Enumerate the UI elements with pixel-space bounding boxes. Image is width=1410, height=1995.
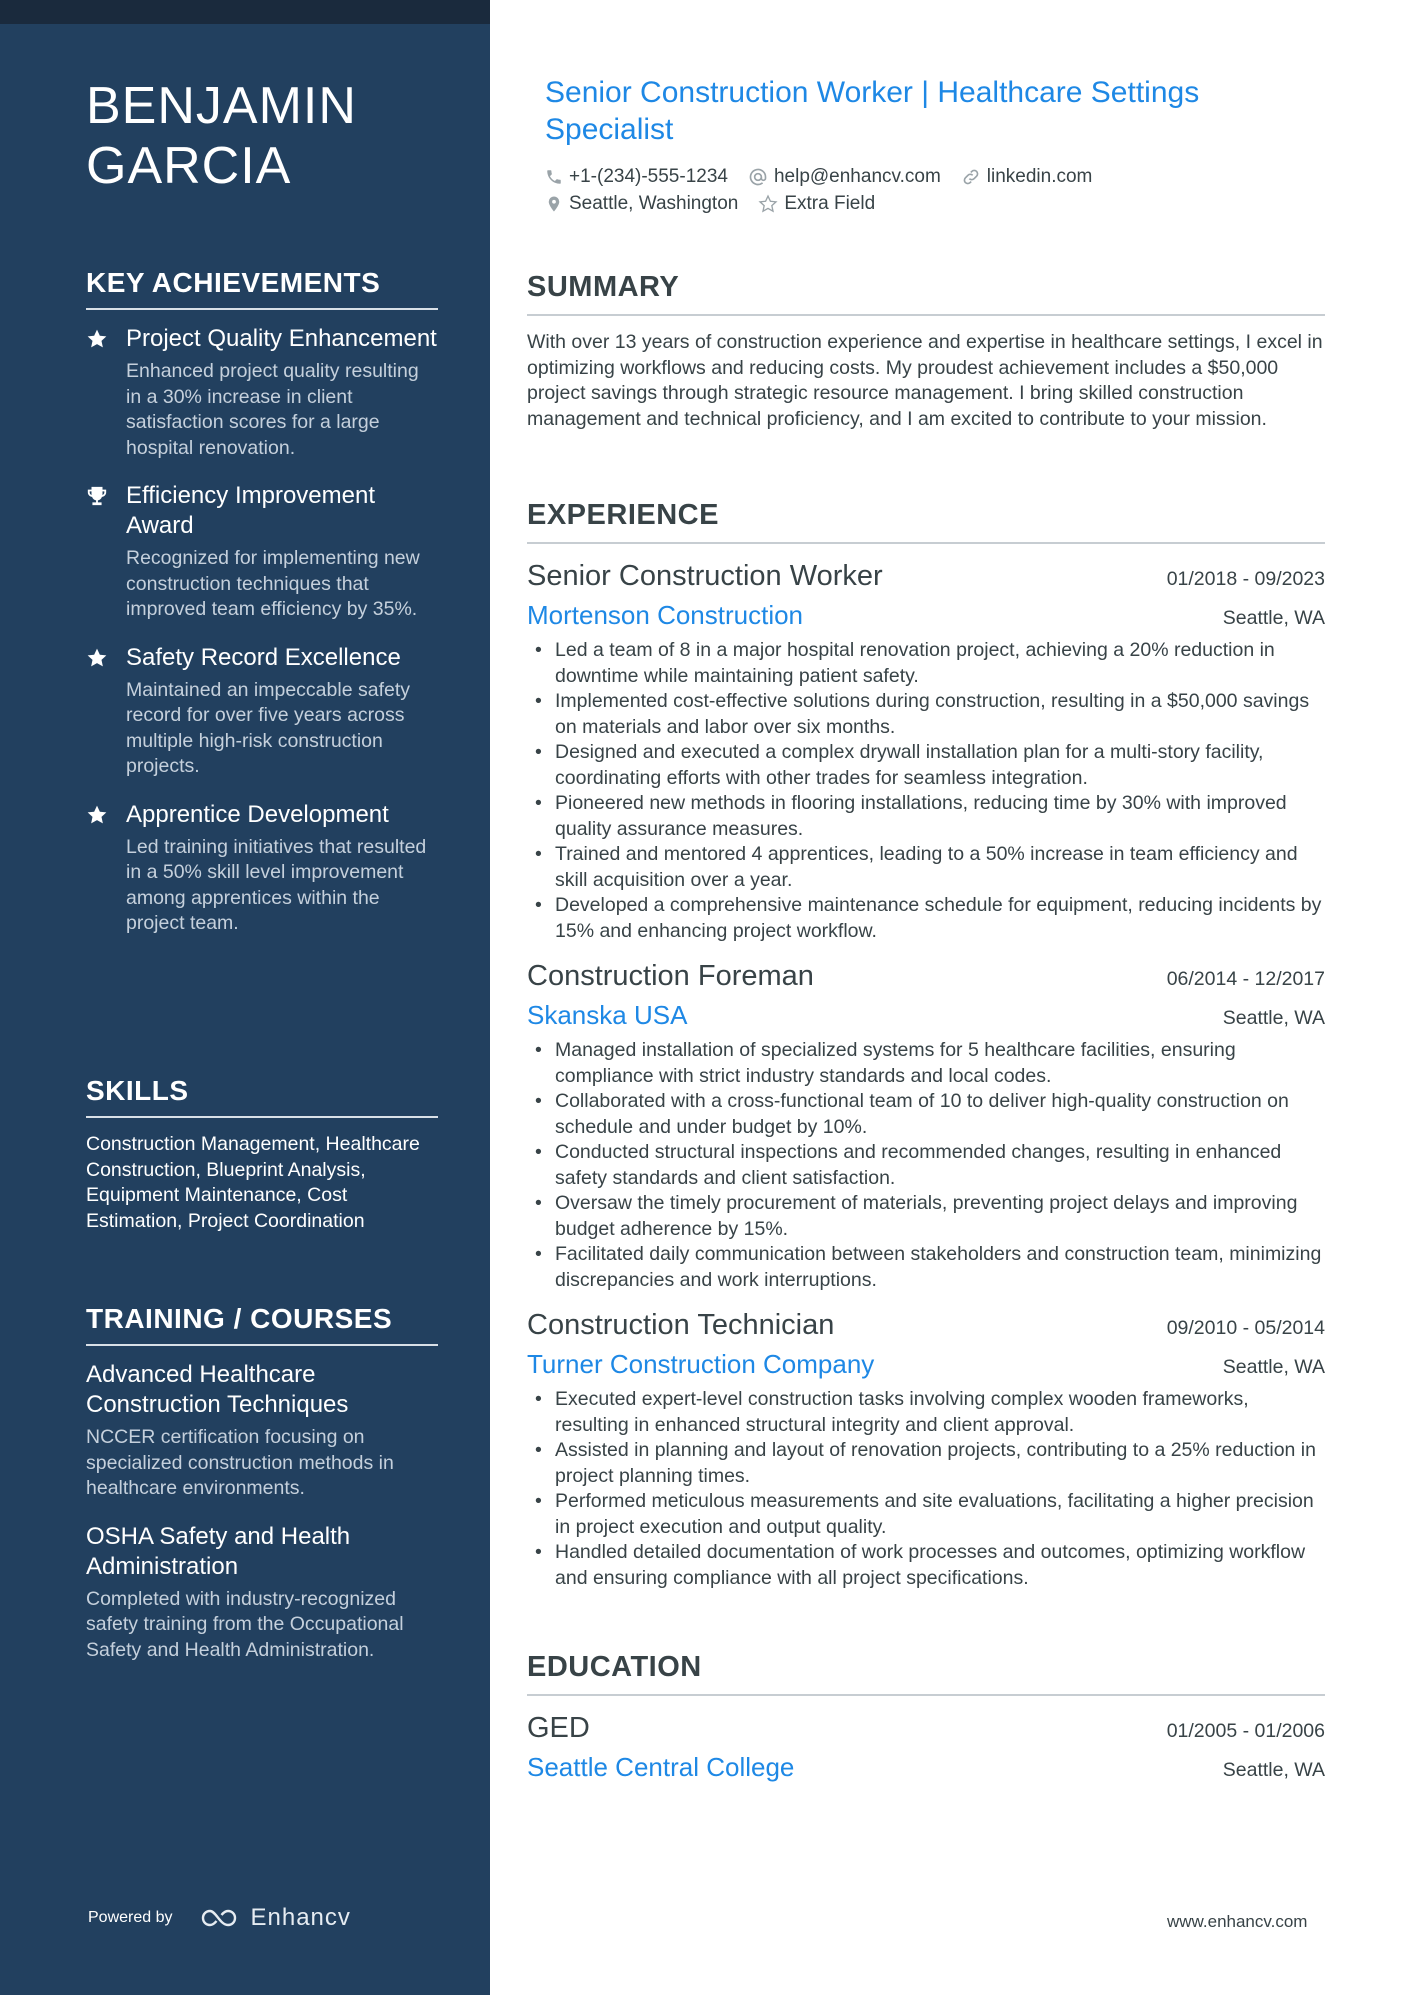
course-desc: NCCER certification focusing on specialized construction methods in healthcare environments. — [86, 1426, 394, 1499]
job-bullets — [527, 1387, 1325, 1591]
job-role: Construction Technician — [527, 1309, 835, 1341]
powered-by-label: Powered by — [88, 1909, 173, 1926]
job-bullets — [527, 638, 1325, 944]
job-role: Construction Foreman — [527, 960, 814, 992]
email-text: help@enhancv.com — [773, 165, 941, 187]
job-dates: 01/2018 - 09/2023 — [1166, 568, 1325, 590]
summary-text: With over 13 years of construction experience and expertise in healthcare settings, I excel in optimizing workflows and reducing costs. My proudest achievement includes a $50,000 project savings through strategic resource management. I bring skilled construction management and technical proficiency, and I am excited to contribute to your mission. — [527, 331, 1323, 430]
bullet-item: • Designed and executed a complex drywall installation plan for a multi-story facility, coordinating efforts with other trades for seamless integration. — [527, 740, 1325, 791]
bullet-item: • Collaborated with a cross-functional team of 10 to deliver high-quality construction on schedule and under budget by 10%. — [527, 1089, 1325, 1140]
top-strip-dark — [0, 0, 490, 24]
job-company: Mortenson Construction — [527, 600, 804, 630]
section-heading: EDUCATION — [527, 1650, 1325, 1696]
summary-section — [527, 270, 1325, 432]
linkedin-text: linkedin.com — [986, 165, 1093, 187]
achievement-title: Safety Record Excellence — [126, 643, 401, 671]
bullet-item: • Conducted structural inspections and recommended changes, resulting in enhanced safety standards and client satisfaction. — [527, 1140, 1325, 1191]
job-entry — [527, 958, 1325, 1293]
powered-by — [88, 1904, 351, 1932]
course-title: OSHA Safety and Health Administration — [86, 1522, 351, 1580]
email-contact[interactable] — [748, 166, 941, 188]
job-entry — [527, 558, 1325, 944]
bullet-item: • Handled detailed documentation of work processes and outcomes, optimizing workflow and ensuring compliance with all project specifications. — [527, 1540, 1325, 1591]
training-section — [86, 1302, 438, 1683]
bullet-item: • Assisted in planning and layout of renovation projects, contributing to a 25% reduction in project planning times. — [527, 1438, 1325, 1489]
location-text: Seattle, Washington — [569, 192, 739, 214]
sidebar — [0, 24, 490, 1995]
extra-contact — [758, 193, 875, 215]
section-heading: SKILLS — [86, 1074, 438, 1118]
headline: Senior Construction Worker | Healthcare Settings Specialist — [545, 76, 1200, 146]
bullet-item: • Executed expert-level construction tasks involving complex wooden frameworks, resulting in enhanced structural integrity and client approval. — [527, 1387, 1325, 1438]
achievement-item — [86, 481, 438, 623]
job-entry — [527, 1307, 1325, 1591]
achievement-item — [86, 324, 438, 461]
bullet-item: • Trained and mentored 4 apprentices, leading to a 50% increase in team efficiency and skill acquisition over a year. — [527, 842, 1325, 893]
brand-name: Enhancv — [250, 1904, 351, 1931]
star-icon — [86, 800, 126, 937]
infinity-logo-icon — [199, 1906, 243, 1930]
bullet-item: • Implemented cost-effective solutions during construction, resulting in a $50,000 savings on materials and labor over six months. — [527, 689, 1325, 740]
job-dates: 06/2014 - 12/2017 — [1166, 968, 1325, 990]
linkedin-contact[interactable] — [961, 166, 1093, 188]
phone-contact[interactable] — [545, 166, 728, 188]
bullet-item: • Managed installation of specialized systems for 5 healthcare facilities, ensuring compliance with strict industry standards and local codes. — [527, 1038, 1325, 1089]
course-title: Advanced Healthcare Construction Techniques — [86, 1361, 349, 1418]
education-dates: 01/2005 - 01/2006 — [1166, 1720, 1325, 1742]
education-entry — [527, 1710, 1325, 1784]
trophy-icon — [86, 481, 126, 623]
extra-text: Extra Field — [784, 192, 876, 214]
bullet-item: • Oversaw the timely procurement of materials, preventing project delays and improving budget adherence by 15%. — [527, 1191, 1325, 1242]
link-icon — [961, 167, 981, 187]
achievement-title: Apprentice Development — [126, 800, 389, 828]
star-icon — [86, 643, 126, 780]
course-desc: Completed with industry-recognized safety training from the Occupational Safety and Health Administration. — [86, 1587, 404, 1661]
achievement-title: Efficiency Improvement Award — [126, 482, 375, 539]
section-heading: KEY ACHIEVEMENTS — [86, 266, 438, 310]
section-heading: TRAINING / COURSES — [86, 1302, 438, 1346]
phone-text: +1-(234)-555-1234 — [569, 165, 728, 187]
star-icon — [86, 324, 126, 461]
job-role: Senior Construction Worker — [527, 560, 883, 592]
degree: GED — [527, 1712, 590, 1744]
education-location: Seattle, WA — [1222, 1759, 1325, 1781]
achievement-desc: Recognized for implementing new construction techniques that improved team efficiency by 35%. — [126, 547, 420, 620]
achievement-desc: Led training initiatives that resulted in a 50% skill level improvement among apprentices within the project team. — [126, 835, 427, 934]
key-achievements-section — [86, 266, 438, 957]
job-bullets — [527, 1038, 1325, 1293]
education-section — [527, 1650, 1325, 1798]
job-dates: 09/2010 - 05/2014 — [1166, 1317, 1325, 1339]
at-icon — [748, 167, 768, 187]
skills-list: Construction Management, Healthcare Construction, Blueprint Analysis, Equipment Maintenance, Cost Estimation, Project Coordination — [86, 1133, 420, 1232]
job-location: Seattle, WA — [1222, 1007, 1325, 1029]
job-company: Skanska USA — [527, 1000, 688, 1030]
candidate-name: BENJAMIN GARCIA — [86, 77, 357, 195]
footer-url[interactable]: www.enhancv.com — [1167, 1912, 1308, 1931]
achievement-item — [86, 643, 438, 780]
bullet-item: • Led a team of 8 in a major hospital renovation project, achieving a 20% reduction in downtime while maintaining patient safety. — [527, 638, 1325, 689]
phone-icon — [545, 168, 563, 186]
course-item — [86, 1360, 438, 1502]
contact-info — [545, 163, 1305, 217]
achievement-item — [86, 800, 438, 937]
star-outline-icon — [758, 194, 778, 214]
bullet-item: • Developed a comprehensive maintenance schedule for equipment, reducing incidents by 15% and enhancing project workflow. — [527, 893, 1325, 944]
school: Seattle Central College — [527, 1752, 795, 1782]
location-contact — [545, 193, 738, 215]
bullet-item: • Facilitated daily communication between stakeholders and construction team, minimizing discrepancies and work interruptions. — [527, 1242, 1325, 1293]
experience-section — [527, 498, 1325, 1605]
enhancv-logo[interactable] — [199, 1904, 351, 1932]
bullet-item: • Pioneered new methods in flooring installations, reducing time by 30% with improved quality assurance measures. — [527, 791, 1325, 842]
job-location: Seattle, WA — [1222, 1356, 1325, 1378]
bullet-item: • Performed meticulous measurements and site evaluations, facilitating a higher precision in project execution and output quality. — [527, 1489, 1325, 1540]
achievement-desc: Maintained an impeccable safety record for over five years across multiple high-risk construction projects. — [126, 678, 410, 777]
achievement-desc: Enhanced project quality resulting in a 30% increase in client satisfaction scores for a large hospital renovation. — [126, 360, 419, 459]
achievement-title: Project Quality Enhancement — [126, 325, 437, 352]
job-location: Seattle, WA — [1222, 607, 1325, 629]
course-item — [86, 1522, 438, 1664]
job-company: Turner Construction Company — [527, 1349, 875, 1379]
skills-section — [86, 1074, 438, 1234]
section-heading: SUMMARY — [527, 270, 1325, 316]
location-pin-icon — [545, 194, 563, 214]
section-heading: EXPERIENCE — [527, 498, 1325, 544]
